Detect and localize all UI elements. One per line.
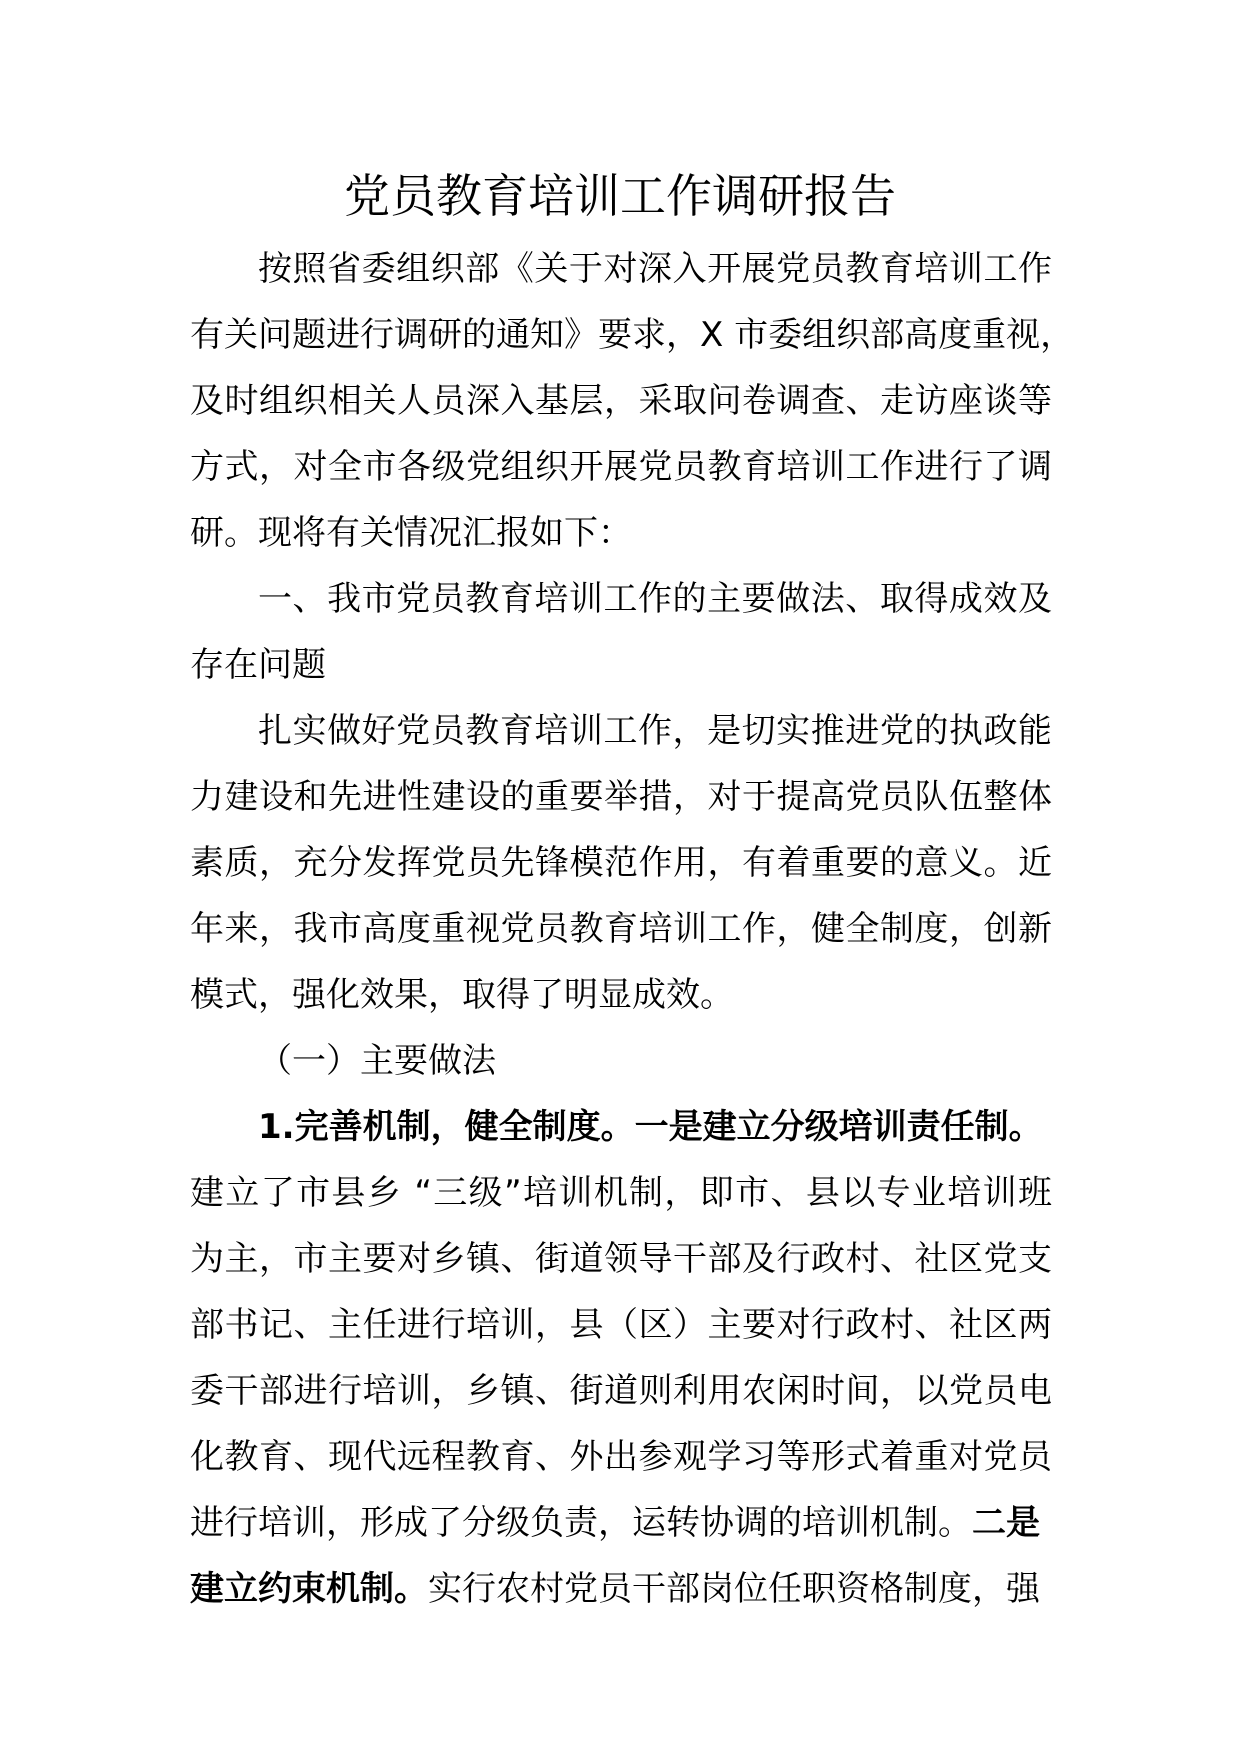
bold-heading-line: 1.完善机制，健全制度。一是建立分级培训责任制。	[258, 1107, 1043, 1147]
paragraph-line: 年来，我市高度重视党员教育培训工作，健全制度，创新	[190, 909, 1052, 949]
paragraph-text: 进行培训，形成了分级负责，运转协调的培训机制。	[190, 1503, 972, 1543]
subsection-heading: （一）主要做法	[258, 1041, 496, 1081]
paragraph-text: 实行农村党员干部岗位任职资格制度，强	[428, 1569, 1040, 1609]
document-body	[190, 236, 1075, 1622]
paragraph-line: 素质，充分发挥党员先锋模范作用，有着重要的意义。近	[190, 843, 1052, 883]
paragraph-line-mixed	[190, 1490, 1052, 1556]
paragraph-line: 化教育、现代远程教育、外出参观学习等形式着重对党员	[190, 1437, 1052, 1477]
paragraph-line: 建立了市县乡 “三级”培训机制，即市、县以专业培训班	[190, 1173, 1052, 1213]
paragraph-line-mixed	[190, 1556, 1052, 1622]
section-heading-line: 一、我市党员教育培训工作的主要做法、取得成效及	[258, 579, 1052, 619]
paragraph-line: 委干部进行培训，乡镇、街道则利用农闲时间，以党员电	[190, 1371, 1052, 1411]
paragraph-line: 有关问题进行调研的通知》要求，X 市委组织部高度重视，	[190, 315, 1075, 355]
bold-emphasis: 建立约束机制。	[190, 1569, 428, 1609]
paragraph-line: 模式，强化效果，取得了明显成效。	[190, 975, 734, 1015]
document-title: 党员教育培训工作调研报告	[344, 169, 896, 223]
paragraph-line: 按照省委组织部《关于对深入开展党员教育培训工作	[258, 249, 1052, 289]
paragraph-line: 部书记、主任进行培训，县（区）主要对行政村、社区两	[190, 1305, 1052, 1345]
paragraph-line: 研。现将有关情况汇报如下：	[190, 513, 632, 553]
paragraph-line: 为主，市主要对乡镇、街道领导干部及行政村、社区党支	[190, 1239, 1052, 1279]
paragraph-line: 方式，对全市各级党组织开展党员教育培训工作进行了调	[190, 447, 1052, 487]
paragraph-line: 及时组织相关人员深入基层，采取问卷调查、走访座谈等	[190, 381, 1052, 421]
paragraph-line: 扎实做好党员教育培训工作，是切实推进党的执政能	[258, 711, 1052, 751]
paragraph-line: 力建设和先进性建设的重要举措，对于提高党员队伍整体	[190, 777, 1052, 817]
bold-emphasis: 二是	[972, 1503, 1040, 1543]
section-heading-line: 存在问题	[190, 645, 326, 685]
